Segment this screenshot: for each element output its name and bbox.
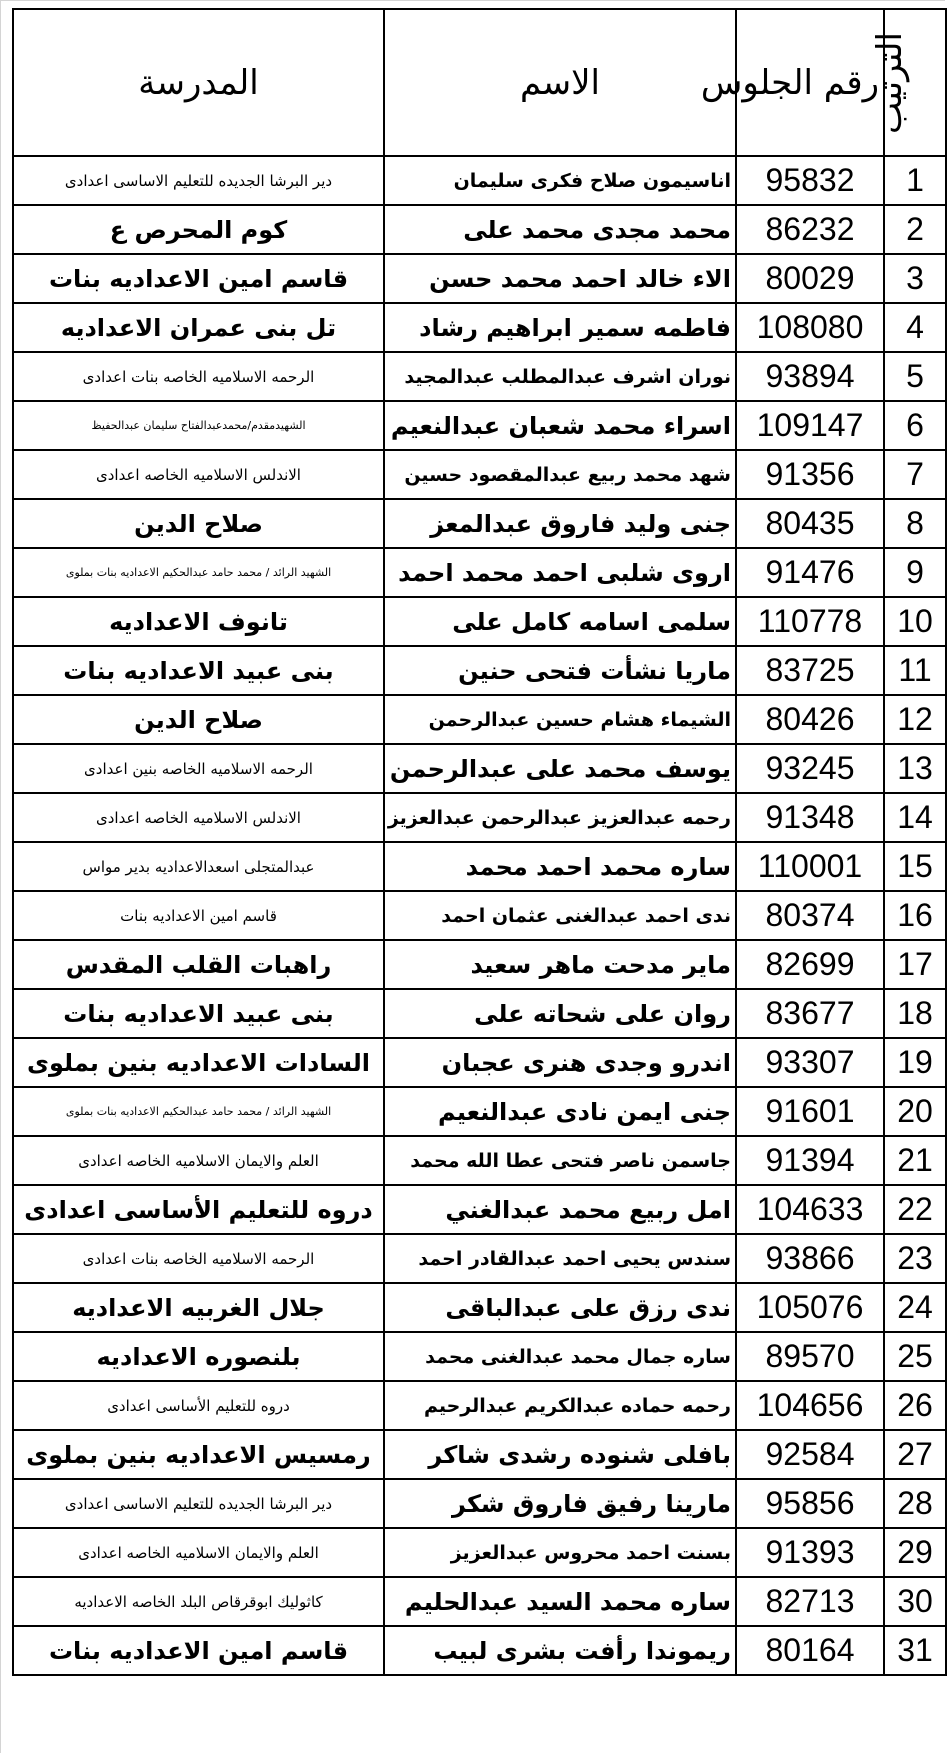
table-row bbox=[13, 646, 946, 695]
rank-cell: 11 bbox=[884, 646, 946, 695]
rank-cell: 24 bbox=[884, 1283, 946, 1332]
rank-cell: 17 bbox=[884, 940, 946, 989]
seat-number-cell: 91476 bbox=[736, 548, 884, 597]
school-cell: قاسم امين الاعداديه بنات bbox=[13, 891, 384, 940]
grid-line bbox=[0, 0, 1, 1753]
table-row bbox=[13, 450, 946, 499]
table-row bbox=[13, 1626, 946, 1675]
rank-cell: 23 bbox=[884, 1234, 946, 1283]
rank-cell: 1 bbox=[884, 156, 946, 205]
table-row bbox=[13, 352, 946, 401]
seat-number-cell: 80435 bbox=[736, 499, 884, 548]
school-cell: جلال الغربيه الاعداديه bbox=[13, 1283, 384, 1332]
student-name-cell: ندى احمد عبدالغنى عثمان احمد bbox=[384, 891, 736, 940]
school-cell: كاثوليك ابوقرقاص البلد الخاصه الاعداديه bbox=[13, 1577, 384, 1626]
table-row bbox=[13, 401, 946, 450]
seat-number-cell: 80029 bbox=[736, 254, 884, 303]
rank-cell: 19 bbox=[884, 1038, 946, 1087]
school-cell: الشهيد الرائد / محمد حامد عبدالحكيم الاعداديه بنات بملوى bbox=[13, 1087, 384, 1136]
school-cell: بلنصوره الاعداديه bbox=[13, 1332, 384, 1381]
school-cell: الشهيدمقدم/محمدعبدالفتاح سليمان عبدالحفيظ bbox=[13, 401, 384, 450]
student-name-cell: جنى وليد فاروق عبدالمعز bbox=[384, 499, 736, 548]
student-name-cell: بسنت احمد محروس عبدالعزيز bbox=[384, 1528, 736, 1577]
school-cell: عبدالمتجلى اسعدالاعداديه بدير مواس bbox=[13, 842, 384, 891]
table-row bbox=[13, 1479, 946, 1528]
school-cell: الاندلس الاسلاميه الخاصه اعدادى bbox=[13, 793, 384, 842]
seat-number-cell: 89570 bbox=[736, 1332, 884, 1381]
seat-number-cell: 86232 bbox=[736, 205, 884, 254]
table-row bbox=[13, 303, 946, 352]
seat-number-cell: 104656 bbox=[736, 1381, 884, 1430]
rank-cell: 27 bbox=[884, 1430, 946, 1479]
seat-number-cell: 110778 bbox=[736, 597, 884, 646]
table-row bbox=[13, 1185, 946, 1234]
school-cell: بنى عبيد الاعداديه بنات bbox=[13, 989, 384, 1038]
table-row bbox=[13, 744, 946, 793]
seat-number-cell: 91356 bbox=[736, 450, 884, 499]
rank-cell: 26 bbox=[884, 1381, 946, 1430]
table-row bbox=[13, 254, 946, 303]
rank-cell: 29 bbox=[884, 1528, 946, 1577]
school-cell: دروه للتعليم الأساسى اعدادى bbox=[13, 1185, 384, 1234]
school-cell: صلاح الدين bbox=[13, 695, 384, 744]
student-name-cell: جاسمن ناصر فتحى عطا الله محمد bbox=[384, 1136, 736, 1185]
seat-number-cell: 105076 bbox=[736, 1283, 884, 1332]
student-name-cell: جنى ايمن نادى عبدالنعيم bbox=[384, 1087, 736, 1136]
seat-number-cell: 83725 bbox=[736, 646, 884, 695]
table-body bbox=[13, 156, 946, 1675]
student-name-cell: رحمه عبدالعزيز عبدالرحمن عبدالعزيز bbox=[384, 793, 736, 842]
student-name-cell: بافلى شنوده رشدى شاكر bbox=[384, 1430, 736, 1479]
rank-cell: 7 bbox=[884, 450, 946, 499]
rank-cell: 14 bbox=[884, 793, 946, 842]
header-seat-number: رقم الجلوس bbox=[736, 9, 884, 156]
table-row bbox=[13, 548, 946, 597]
rank-cell: 8 bbox=[884, 499, 946, 548]
student-name-cell: سلمى اسامه كامل على bbox=[384, 597, 736, 646]
student-name-cell: محمد مجدى محمد على bbox=[384, 205, 736, 254]
student-name-cell: نوران اشرف عبدالمطلب عبدالمجيد bbox=[384, 352, 736, 401]
table-row bbox=[13, 156, 946, 205]
school-cell: الشهيد الرائد / محمد حامد عبدالحكيم الاعداديه بنات بملوى bbox=[13, 548, 384, 597]
table-row bbox=[13, 793, 946, 842]
school-cell: صلاح الدين bbox=[13, 499, 384, 548]
seat-number-cell: 93245 bbox=[736, 744, 884, 793]
rank-cell: 20 bbox=[884, 1087, 946, 1136]
school-cell: قاسم امين الاعداديه بنات bbox=[13, 1626, 384, 1675]
table-row bbox=[13, 1136, 946, 1185]
school-cell: راهبات القلب المقدس bbox=[13, 940, 384, 989]
student-name-cell: يوسف محمد على عبدالرحمن bbox=[384, 744, 736, 793]
school-cell: دير البرشا الجديده للتعليم الاساسى اعدادى bbox=[13, 156, 384, 205]
student-name-cell: ساره محمد احمد محمد bbox=[384, 842, 736, 891]
student-name-cell: اروى شلبى احمد محمد احمد bbox=[384, 548, 736, 597]
rank-cell: 2 bbox=[884, 205, 946, 254]
table-row bbox=[13, 842, 946, 891]
table-row bbox=[13, 891, 946, 940]
student-name-cell: الشيماء هشام حسين عبدالرحمن bbox=[384, 695, 736, 744]
school-cell: بنى عبيد الاعداديه بنات bbox=[13, 646, 384, 695]
student-name-cell: ماريا نشأت فتحى حنين bbox=[384, 646, 736, 695]
seat-number-cell: 93894 bbox=[736, 352, 884, 401]
seat-number-cell: 80164 bbox=[736, 1626, 884, 1675]
header-name: الاسم bbox=[384, 9, 736, 156]
school-cell: دروه للتعليم الأساسى اعدادى bbox=[13, 1381, 384, 1430]
table-row bbox=[13, 1577, 946, 1626]
rank-cell: 6 bbox=[884, 401, 946, 450]
school-cell: دير البرشا الجديده للتعليم الاساسى اعدادى bbox=[13, 1479, 384, 1528]
school-cell: كوم المحرص ع bbox=[13, 205, 384, 254]
rank-cell: 10 bbox=[884, 597, 946, 646]
student-name-cell: شهد محمد ربيع عبدالمقصود حسين bbox=[384, 450, 736, 499]
school-cell: السادات الاعداديه بنين بملوى bbox=[13, 1038, 384, 1087]
school-cell: قاسم امين الاعداديه بنات bbox=[13, 254, 384, 303]
school-cell: الرحمه الاسلاميه الخاصه بنات اعدادى bbox=[13, 1234, 384, 1283]
seat-number-cell: 110001 bbox=[736, 842, 884, 891]
table-row bbox=[13, 1283, 946, 1332]
student-name-cell: فاطمه سمير ابراهيم رشاد bbox=[384, 303, 736, 352]
header-row bbox=[13, 9, 946, 156]
seat-number-cell: 93307 bbox=[736, 1038, 884, 1087]
seat-number-cell: 80426 bbox=[736, 695, 884, 744]
results-table bbox=[12, 8, 947, 1676]
table-row bbox=[13, 499, 946, 548]
table-row bbox=[13, 1430, 946, 1479]
seat-number-cell: 92584 bbox=[736, 1430, 884, 1479]
seat-number-cell: 104633 bbox=[736, 1185, 884, 1234]
table-row bbox=[13, 1332, 946, 1381]
seat-number-cell: 91348 bbox=[736, 793, 884, 842]
table-row bbox=[13, 1234, 946, 1283]
school-cell: الاندلس الاسلاميه الخاصه اعدادى bbox=[13, 450, 384, 499]
school-cell: العلم والايمان الاسلاميه الخاصه اعدادى bbox=[13, 1528, 384, 1577]
student-name-cell: رحمه حماده عبدالكريم عبدالرحيم bbox=[384, 1381, 736, 1430]
student-name-cell: روان على شحاته على bbox=[384, 989, 736, 1038]
seat-number-cell: 91394 bbox=[736, 1136, 884, 1185]
student-name-cell: ساره جمال محمد عبدالغنى محمد bbox=[384, 1332, 736, 1381]
table-row bbox=[13, 1528, 946, 1577]
table-row bbox=[13, 940, 946, 989]
table-row bbox=[13, 1087, 946, 1136]
student-name-cell: اناسيمون صلاح فكرى سليمان bbox=[384, 156, 736, 205]
student-name-cell: ريموندا رأفت بشرى لبيب bbox=[384, 1626, 736, 1675]
rank-cell: 21 bbox=[884, 1136, 946, 1185]
seat-number-cell: 82699 bbox=[736, 940, 884, 989]
seat-number-cell: 80374 bbox=[736, 891, 884, 940]
student-name-cell: ندى رزق على عبدالباقى bbox=[384, 1283, 736, 1332]
rank-cell: 31 bbox=[884, 1626, 946, 1675]
rank-cell: 9 bbox=[884, 548, 946, 597]
grid-top-line bbox=[0, 0, 945, 1]
header-rank: الترتيب bbox=[884, 9, 946, 156]
rank-cell: 18 bbox=[884, 989, 946, 1038]
seat-number-cell: 91601 bbox=[736, 1087, 884, 1136]
table-row bbox=[13, 989, 946, 1038]
rank-cell: 30 bbox=[884, 1577, 946, 1626]
table-row bbox=[13, 597, 946, 646]
school-cell: تانوف الاعداديه bbox=[13, 597, 384, 646]
student-name-cell: اسراء محمد شعبان عبدالنعيم bbox=[384, 401, 736, 450]
seat-number-cell: 91393 bbox=[736, 1528, 884, 1577]
rank-cell: 15 bbox=[884, 842, 946, 891]
rank-cell: 25 bbox=[884, 1332, 946, 1381]
student-name-cell: الاء خالد احمد محمد حسن bbox=[384, 254, 736, 303]
student-name-cell: اندرو وجدى هنرى عجبان bbox=[384, 1038, 736, 1087]
table-row bbox=[13, 205, 946, 254]
table-row bbox=[13, 1381, 946, 1430]
rank-cell: 28 bbox=[884, 1479, 946, 1528]
rank-cell: 3 bbox=[884, 254, 946, 303]
school-cell: تل بنى عمران الاعداديه bbox=[13, 303, 384, 352]
seat-number-cell: 95856 bbox=[736, 1479, 884, 1528]
school-cell: العلم والايمان الاسلاميه الخاصه اعدادى bbox=[13, 1136, 384, 1185]
student-name-cell: سندس يحيى احمد عبدالقادر احمد bbox=[384, 1234, 736, 1283]
student-name-cell: مارينا رفيق فاروق شكر bbox=[384, 1479, 736, 1528]
student-name-cell: ماير مدحت ماهر سعيد bbox=[384, 940, 736, 989]
school-cell: رمسيس الاعداديه بنين بملوى bbox=[13, 1430, 384, 1479]
school-cell: الرحمه الاسلاميه الخاصه بنات اعدادى bbox=[13, 352, 384, 401]
seat-number-cell: 83677 bbox=[736, 989, 884, 1038]
rank-cell: 5 bbox=[884, 352, 946, 401]
rank-cell: 16 bbox=[884, 891, 946, 940]
rank-cell: 13 bbox=[884, 744, 946, 793]
rank-cell: 12 bbox=[884, 695, 946, 744]
seat-number-cell: 108080 bbox=[736, 303, 884, 352]
student-name-cell: ساره محمد السيد عبدالحليم bbox=[384, 1577, 736, 1626]
school-cell: الرحمه الاسلاميه الخاصه بنين اعدادى bbox=[13, 744, 384, 793]
rank-cell: 4 bbox=[884, 303, 946, 352]
seat-number-cell: 82713 bbox=[736, 1577, 884, 1626]
rank-cell: 22 bbox=[884, 1185, 946, 1234]
table-row bbox=[13, 1038, 946, 1087]
header-school: المدرسة bbox=[13, 9, 384, 156]
student-name-cell: امل ربيع محمد عبدالغني bbox=[384, 1185, 736, 1234]
table-row bbox=[13, 695, 946, 744]
seat-number-cell: 109147 bbox=[736, 401, 884, 450]
seat-number-cell: 93866 bbox=[736, 1234, 884, 1283]
seat-number-cell: 95832 bbox=[736, 156, 884, 205]
